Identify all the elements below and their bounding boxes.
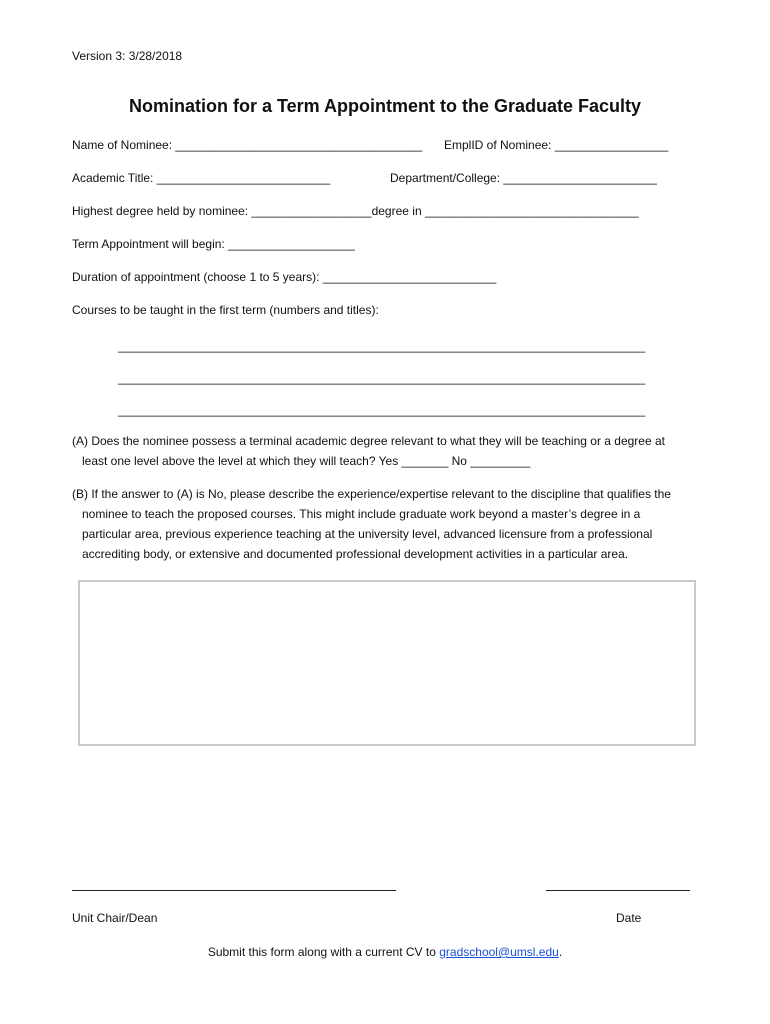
chair-signature-line[interactable] (72, 890, 396, 891)
department-field[interactable]: Department/College: _______________________ (390, 171, 657, 185)
date-label: Date (616, 911, 642, 925)
highest-degree-field[interactable]: Highest degree held by nominee: __________________degree in ________________________________ (72, 204, 639, 218)
submit-text: Submit this form along with a current CV to (207, 945, 440, 959)
question-b-line-4: accrediting body, or extensive and documented professional development activities in a particular area. (82, 547, 629, 561)
course-line-2[interactable]: _______________________________________________________________________________ (118, 371, 646, 385)
chair-signature-label: Unit Chair/Dean (72, 911, 158, 925)
question-b-line-3: particular area, previous experience teaching at the university level, advanced licensure from a professional (82, 527, 653, 541)
page-title: Nomination for a Term Appointment to the Graduate Faculty (128, 96, 642, 116)
name-of-nominee-field[interactable]: Name of Nominee: _____________________________________ (72, 138, 423, 152)
course-line-3[interactable]: _______________________________________________________________________________ (118, 403, 646, 417)
emplid-field[interactable]: EmplID of Nominee: _________________ (444, 138, 669, 152)
question-b (72, 484, 722, 564)
courses-label: Courses to be taught in the first term (numbers and titles): (72, 303, 379, 317)
question-b-line-1: (B) If the answer to (A) is No, please describe the experience/expertise relevant to the discipline that qualifies the (72, 487, 671, 501)
course-line-1[interactable]: _______________________________________________________________________________ (118, 339, 646, 353)
date-signature-line[interactable] (546, 890, 690, 891)
term-begin-field[interactable]: Term Appointment will begin: ___________________ (72, 237, 355, 251)
submit-period: . (558, 945, 563, 959)
submit-instructions (0, 944, 770, 960)
question-a (72, 431, 712, 471)
academic-title-field[interactable]: Academic Title: __________________________ (72, 171, 331, 185)
question-a-line-2[interactable]: least one level above the level at which they will teach? Yes _______ No _________ (82, 454, 531, 468)
question-a-line-1: (A) Does the nominee possess a terminal academic degree relevant to what they will be teaching or a degree at (72, 434, 665, 448)
question-b-line-2: nominee to teach the proposed courses. This might include graduate work beyond a master’s degree in a (82, 507, 641, 521)
duration-field[interactable]: Duration of appointment (choose 1 to 5 years): __________________________ (72, 270, 497, 284)
experience-text-box[interactable] (78, 580, 696, 746)
email-link[interactable]: gradschool@umsl.edu (439, 945, 559, 959)
version-label: Version 3: 3/28/2018 (72, 49, 183, 63)
